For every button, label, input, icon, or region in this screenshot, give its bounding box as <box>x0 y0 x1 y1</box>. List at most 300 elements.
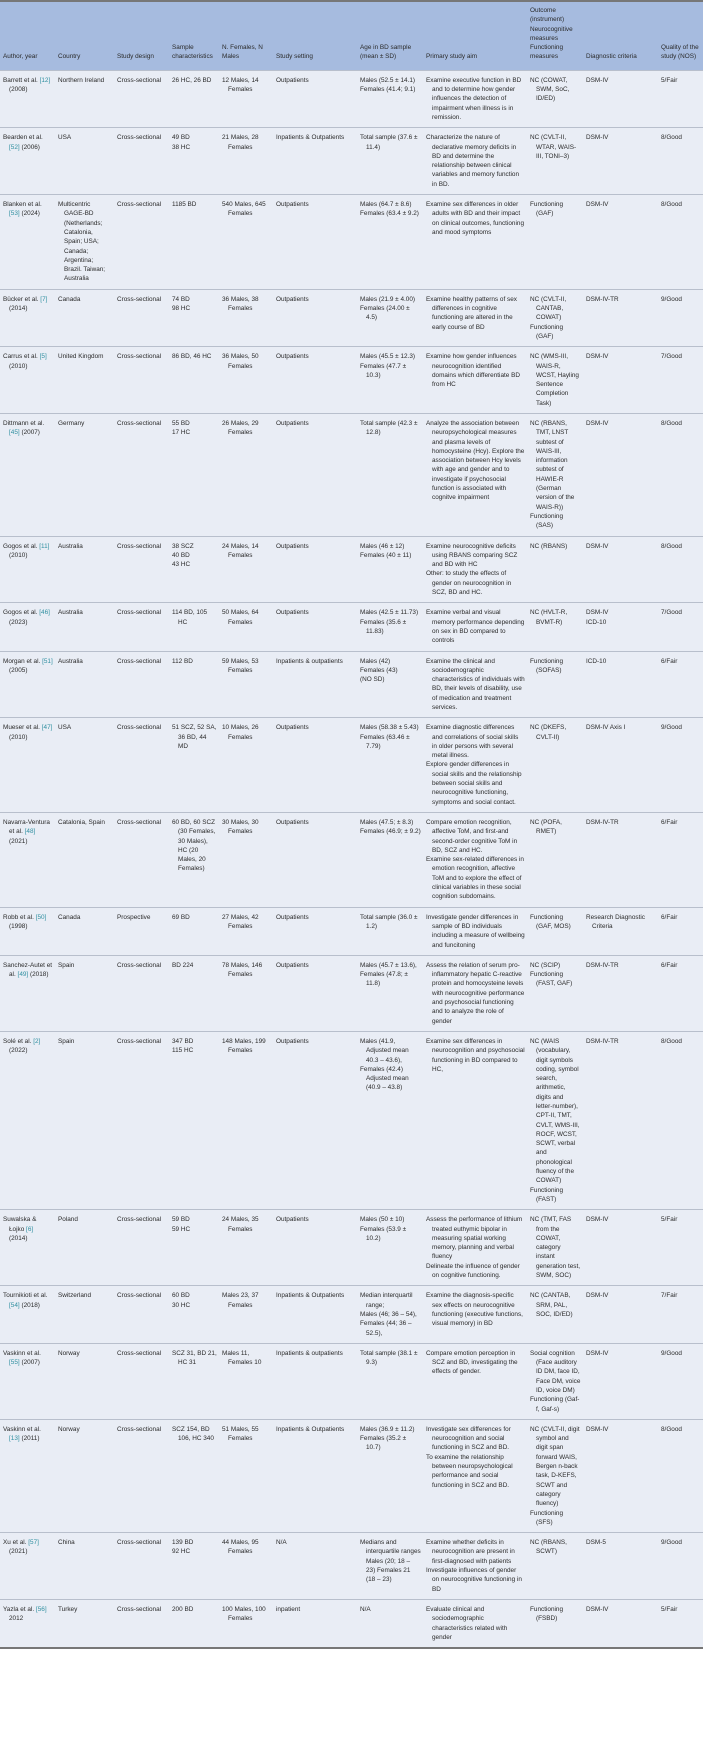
cell-author-year: Tournikioti et al. [54] (2018) <box>0 1286 55 1343</box>
study-setting-text: Outpatients <box>276 201 309 209</box>
cell-author-year: Suwalska & Łojko [6] (2014) <box>0 1210 55 1286</box>
diagnostic-criteria-text: DSM-IV <box>586 76 609 84</box>
sample-characteristics-text: 30 HC <box>172 1301 191 1309</box>
table-row <box>0 812 703 907</box>
sample-characteristics-text: 60 BD, 60 SCZ (30 Females, 30 Males), HC (20 Males, 20 Females) <box>172 818 216 873</box>
cell-primary-aim <box>423 1343 527 1419</box>
diagnostic-criteria-text: DSM-IV <box>586 542 609 550</box>
outcome-text: NC (COWAT, SWM, SoC, ID/ED) <box>530 76 570 103</box>
author: Sanchez-Autet et al. <box>3 961 53 979</box>
age-text: Females (47.7 ± 10.3) <box>360 362 407 379</box>
year: (2008) <box>9 86 28 94</box>
cell-study-design <box>114 413 169 536</box>
sample-characteristics-text: SCZ 154, BD 106, HC 340 <box>172 1425 214 1443</box>
primary-aim-text: Other: to study the effects of gender on neurocognition in SCZ, BD and HC. <box>426 570 512 597</box>
year: (2005) <box>9 666 28 674</box>
reference-link[interactable]: 11 <box>41 542 48 550</box>
quality-text: 7/Good <box>661 609 682 617</box>
cell-author-year: Blanken et al. [53] (2024) <box>0 195 55 290</box>
sample-characteristics-text: BD 224 <box>172 961 194 969</box>
primary-aim-text: Examine how gender influences neurocognition identified domains which differentiate BD from HC <box>426 353 520 389</box>
cell-study-setting <box>273 812 357 907</box>
country-text: Multicentric GAGE-BD (Netherlands; Catalonia, Spain; USA; Canada; Argentina; Brazil. Taiwan; Australia <box>58 201 106 283</box>
primary-aim-text: Evaluate clinical and sociodemographic characteristics related with gender <box>426 1605 508 1641</box>
cell-diagnostic-criteria <box>583 1210 658 1286</box>
cell-n-females-males <box>219 718 273 813</box>
cell-country <box>55 289 114 346</box>
study-design-text: Cross-sectional <box>117 818 162 826</box>
cell-quality <box>658 347 703 414</box>
age-text: Females (63.4 ± 9.2) <box>360 210 419 218</box>
cell-primary-aim <box>423 1419 527 1532</box>
cell-study-setting <box>273 955 357 1031</box>
outcome-text: Functioning (GAF) <box>530 201 564 218</box>
cell-quality <box>658 195 703 290</box>
primary-aim-text: Compare emotion recognition, affective ToM, and first-and second-order cognitive ToM in BD, SCZ and HC. <box>426 818 518 854</box>
reference-link[interactable]: 12 <box>41 76 49 84</box>
table-row <box>0 536 703 603</box>
cell-primary-aim <box>423 1286 527 1343</box>
quality-text: 8/Good <box>661 1037 682 1045</box>
reference-link[interactable]: 54 <box>10 1301 18 1309</box>
age-text: Total sample (42.3 ± 12.8) <box>360 419 418 437</box>
diagnostic-criteria-text: DSM-IV <box>586 1605 609 1613</box>
cell-sample-characteristics <box>169 907 219 955</box>
sample-characteristics-text: 114 BD, 105 HC <box>172 609 208 626</box>
cell-sample-characteristics <box>169 195 219 290</box>
cell-country <box>55 347 114 414</box>
n-females-males-text: 59 Males, 53 Females <box>222 657 259 674</box>
cell-quality <box>658 536 703 603</box>
cell-age <box>357 603 423 651</box>
year: (2023) <box>9 618 28 626</box>
cell-primary-aim <box>423 413 527 536</box>
author: Barrett et al. <box>3 76 38 84</box>
reference-link[interactable]: 51 <box>43 657 51 665</box>
sample-characteristics-text: 69 BD <box>172 913 190 921</box>
diagnostic-criteria-text: ICD-10 <box>586 618 607 626</box>
cell-study-design <box>114 718 169 813</box>
reference-link[interactable]: 5 <box>41 353 45 361</box>
cell-primary-aim <box>423 289 527 346</box>
cell-study-design <box>114 536 169 603</box>
cell-study-design <box>114 1343 169 1419</box>
diagnostic-criteria-text: DSM-IV-TR <box>586 818 619 826</box>
reference-link[interactable]: 56 <box>37 1605 45 1613</box>
author: Carrus et al. <box>3 353 38 361</box>
quality-text: 9/Good <box>661 724 682 732</box>
reference-link[interactable]: 6 <box>27 1225 32 1233</box>
cell-study-setting <box>273 195 357 290</box>
reference-link[interactable]: 55 <box>10 1359 18 1367</box>
country-text: USA <box>58 134 72 142</box>
cell-country <box>55 651 114 718</box>
diagnostic-criteria-text: DSM-IV <box>586 419 609 427</box>
cell-primary-aim <box>423 955 527 1031</box>
cell-study-setting <box>273 603 357 651</box>
cell-primary-aim <box>423 1210 527 1286</box>
cell-n-females-males <box>219 955 273 1031</box>
cell-country <box>55 1343 114 1419</box>
cell-age <box>357 955 423 1031</box>
age-text: (NO SD) <box>360 676 385 684</box>
cell-diagnostic-criteria <box>583 603 658 651</box>
author: Blanken et al. <box>3 201 42 209</box>
outcome-text: NC (RBANS) <box>530 542 568 550</box>
cell-quality <box>658 289 703 346</box>
age-text: N/A <box>360 1605 371 1613</box>
outcome-text: NC (WMS-III, WAIS-R, WCST, Hayling Sentence Completion Task) <box>530 353 579 407</box>
cell-study-setting <box>273 289 357 346</box>
primary-aim-text: Examine diagnostic differences and correlations of social skills in older persons with several metal illness. <box>426 724 519 760</box>
age-text: Males (36.9 ± 11.2) <box>360 1425 415 1433</box>
age-text: Males (42) <box>360 657 391 665</box>
age-text: Males (46; 36 – 54), <box>360 1310 417 1318</box>
cell-diagnostic-criteria <box>583 1533 658 1600</box>
column-header-n-females-males: N. Females, N Males <box>219 1 273 70</box>
year: (2018) <box>21 1301 40 1309</box>
cell-quality <box>658 1210 703 1286</box>
cell-sample-characteristics <box>169 70 219 127</box>
study-design-text: Cross-sectional <box>117 1605 162 1613</box>
cell-quality <box>658 651 703 718</box>
cell-age <box>357 128 423 195</box>
primary-aim-text: To examine the relationship between neuropsychological performance and social functioning in SCZ and BD. <box>426 1453 513 1489</box>
study-setting-text: Inpatients & Outpatients <box>276 1425 345 1433</box>
primary-aim-text: Examine the clinical and sociodemographic characteristics of individuals with BD, their levels of disability, use of medication and treatment services. <box>426 657 525 711</box>
cell-age <box>357 70 423 127</box>
cell-author-year: Dittmann et al. [45] (2007) <box>0 413 55 536</box>
cell-age <box>357 1286 423 1343</box>
quality-text: 5/Fair <box>661 1605 678 1613</box>
author: Yazla et al. <box>3 1605 35 1613</box>
cell-n-females-males <box>219 347 273 414</box>
diagnostic-criteria-text: DSM-IV <box>586 134 609 142</box>
country-text: China <box>58 1539 75 1547</box>
table-row <box>0 907 703 955</box>
cell-diagnostic-criteria <box>583 907 658 955</box>
cell-age <box>357 718 423 813</box>
quality-text: 5/Fair <box>661 1216 678 1224</box>
cell-country <box>55 536 114 603</box>
outcome-text: Functioning (GAF, MOS) <box>530 913 571 930</box>
age-text: Males (50 ± 10) <box>360 1216 405 1224</box>
cell-age <box>357 651 423 718</box>
cell-n-females-males <box>219 907 273 955</box>
cell-author-year: Gogos et al. [46] (2023) <box>0 603 55 651</box>
outcome-text: NC (CVLT-II, WTAR, WAIS-III, TONI–3) <box>530 134 577 160</box>
study-setting-text: N/A <box>276 1539 287 1547</box>
primary-aim-text: Analyze the association between neuropsychological measures and plasma levels of homocysteine (Hcy). Explore the association between Hcy levels with age and gender and to investigate if psychosocial function is associated with cognitve impairment <box>426 419 525 502</box>
reference-link[interactable]: 57 <box>30 1539 38 1547</box>
column-header-diagnostic-criteria: Diagnostic criteria <box>583 1 658 70</box>
table-row <box>0 1343 703 1419</box>
outcome-text: Functioning (GAF) <box>530 323 564 340</box>
cell-outcome <box>527 195 583 290</box>
n-females-males-text: Males 23, 37 Females <box>222 1292 259 1309</box>
cell-primary-aim <box>423 812 527 907</box>
study-setting-text: Outpatients <box>276 1216 309 1224</box>
cell-study-setting <box>273 70 357 127</box>
primary-aim-text: Assess the performance of lithium treated euthymic bipolar in measuring spatial working memory, planning and verbal fluency <box>426 1216 523 1261</box>
primary-aim-text: Examine sex-related differences in emotion recognition, affective ToM and to explore the effect of clinical variables in these social cognition subdomains. <box>426 856 524 901</box>
reference-link[interactable]: 48 <box>26 828 34 836</box>
country-text: Norway <box>58 1349 80 1357</box>
primary-aim-text: Examine sex differences in neurocognition and psychosocial functioning in BD compared to HC, <box>426 1037 525 1073</box>
study-design-text: Cross-sectional <box>117 1349 162 1357</box>
author: Dittmann et al. <box>3 419 45 427</box>
cell-study-design <box>114 907 169 955</box>
cell-diagnostic-criteria <box>583 1599 658 1648</box>
cell-n-females-males <box>219 1419 273 1532</box>
cell-n-females-males <box>219 1031 273 1209</box>
n-females-males-text: 27 Males, 42 Females <box>222 913 259 930</box>
cell-study-setting <box>273 1343 357 1419</box>
author: Gogos et al. <box>3 609 38 617</box>
table-row <box>0 70 703 127</box>
age-text: Males (41.9, Adjusted mean 40.3 – 43.6), <box>360 1037 409 1064</box>
age-text: Males (45.7 ± 13.6), <box>360 961 417 969</box>
cell-primary-aim <box>423 1533 527 1600</box>
reference-link[interactable]: 46 <box>41 609 49 617</box>
sample-characteristics-text: 98 HC <box>172 305 191 313</box>
quality-text: 9/Good <box>661 1539 682 1547</box>
cell-n-females-males <box>219 1533 273 1600</box>
table-row <box>0 413 703 536</box>
quality-text: 5/Fair <box>661 76 678 84</box>
study-setting-text: Outpatients <box>276 724 309 732</box>
study-setting-text: Outpatients <box>276 542 309 550</box>
table-row <box>0 1210 703 1286</box>
author: Suwalska & Łojko <box>3 1216 37 1233</box>
cell-age <box>357 1533 423 1600</box>
cell-sample-characteristics <box>169 1286 219 1343</box>
n-females-males-text: 30 Males, 30 Females <box>222 818 259 836</box>
cell-n-females-males <box>219 812 273 907</box>
table-row <box>0 651 703 718</box>
outcome-text: NC (WAIS (vocabulary, digit symbols coding, symbol search, arithmetic, digits and letter-number), CPT-II, TMT, CVLT, WMS-III, ROCF, WCST, SCWT, verbal and phonological fluency of the COWAT) <box>530 1037 580 1185</box>
cell-sample-characteristics <box>169 812 219 907</box>
cell-n-females-males <box>219 289 273 346</box>
sample-characteristics-text: 51 SCZ, 52 SA, 36 BD, 44 MD <box>172 724 217 750</box>
table-row <box>0 1286 703 1343</box>
primary-aim-text: Examine executive function in BD and to determine how gender influences the detection of impairment when illness is in remission. <box>426 76 522 121</box>
table-row <box>0 718 703 813</box>
n-females-males-text: 51 Males, 55 Females <box>222 1425 259 1443</box>
n-females-males-text: 21 Males, 28 Females <box>222 134 259 151</box>
n-females-males-text: 26 Males, 29 Females <box>222 419 259 437</box>
sample-characteristics-text: 92 HC <box>172 1548 191 1556</box>
cell-study-design <box>114 1419 169 1532</box>
outcome-text: Functioning (Gaf-f, Gaf-s) <box>530 1396 580 1413</box>
cell-study-setting <box>273 1286 357 1343</box>
age-text: Males (52.5 ± 14.1) <box>360 76 416 84</box>
column-header-quality: Quality of the study (NOS) <box>658 1 703 70</box>
cell-author-year: Xu et al. [57] (2021) <box>0 1533 55 1600</box>
cell-country <box>55 128 114 195</box>
sample-characteristics-text: 38 SCZ <box>172 542 194 550</box>
cell-quality <box>658 1343 703 1419</box>
country-text: Poland <box>58 1216 78 1224</box>
study-setting-text: Outpatients <box>276 913 309 921</box>
cell-age <box>357 1343 423 1419</box>
age-text: Females (24.00 ± 4.5) <box>360 305 410 322</box>
cell-sample-characteristics <box>169 718 219 813</box>
reference-link[interactable]: 2 <box>34 1037 39 1045</box>
quality-text: 9/Good <box>661 1349 682 1357</box>
cell-primary-aim <box>423 70 527 127</box>
primary-aim-text: Examine sex differences in older adults with BD and their impact on clinical outcomes, functioning and mood symptoms <box>426 201 525 236</box>
cell-study-setting <box>273 1599 357 1648</box>
quality-text: 7/Good <box>661 353 682 361</box>
year: (2021) <box>9 1548 28 1556</box>
cell-author-year: Barrett et al. [12] (2008) <box>0 70 55 127</box>
cell-sample-characteristics <box>169 536 219 603</box>
cell-quality <box>658 603 703 651</box>
primary-aim-text: Compare emotion perception in SCZ and BD, investigating the effects of gender. <box>426 1349 518 1376</box>
diagnostic-criteria-text: DSM-IV <box>586 353 609 361</box>
cell-outcome <box>527 347 583 414</box>
study-design-text: Cross-sectional <box>117 419 162 427</box>
quality-text: 6/Fair <box>661 818 678 826</box>
cell-quality <box>658 1533 703 1600</box>
age-text: Females (35.2 ± 10.7) <box>360 1435 407 1452</box>
country-text: Australia <box>58 542 83 550</box>
outcome-text: NC (RBANS, TMT, LNST subtest of WAIS-III, information subtest of HAWIE-R (German version of the WAIS-R)) <box>530 419 575 511</box>
reference-link[interactable]: 52 <box>10 143 18 151</box>
cell-study-design <box>114 289 169 346</box>
cell-study-design <box>114 651 169 718</box>
outcome-text: Functioning (SFS) <box>530 1509 564 1526</box>
sample-characteristics-text: 40 BD <box>172 551 190 559</box>
cell-quality <box>658 907 703 955</box>
cell-n-females-males <box>219 128 273 195</box>
cell-study-design <box>114 347 169 414</box>
year: (2021) <box>9 837 28 845</box>
age-text: Medians and interquartile ranges Males (20; 18 – 23) Females 21 (18 – 23) <box>360 1539 421 1584</box>
outcome-text: NC (CVLT-II, digit symbol and digit span forward WAIS, Bergen n-back task, D-KEFS, SCWT and category fluency) <box>530 1425 580 1508</box>
table-row <box>0 1533 703 1600</box>
quality-text: 8/Good <box>661 134 682 142</box>
quality-text: 6/Fair <box>661 913 678 921</box>
cell-quality <box>658 955 703 1031</box>
cell-primary-aim <box>423 1599 527 1648</box>
primary-aim-text: Examine neurocognitive deficits using RBANS comparing SCZ and BD with HC <box>426 542 518 569</box>
age-text: Males (64.7 ± 8.6) <box>360 201 412 209</box>
diagnostic-criteria-text: DSM-IV <box>586 1216 609 1224</box>
cell-country <box>55 70 114 127</box>
country-text: USA <box>58 724 72 732</box>
cell-author-year: Gogos et al. [11] (2010) <box>0 536 55 603</box>
cell-n-females-males <box>219 70 273 127</box>
age-text: Males (47.5; ± 8.3) <box>360 818 414 826</box>
cell-quality <box>658 1031 703 1209</box>
cell-primary-aim <box>423 536 527 603</box>
quality-text: 8/Good <box>661 201 682 209</box>
cell-n-females-males <box>219 1599 273 1648</box>
country-text: Germany <box>58 419 85 427</box>
cell-diagnostic-criteria <box>583 1343 658 1419</box>
cell-age <box>357 907 423 955</box>
reference-link[interactable]: 53 <box>10 210 18 218</box>
outcome-text: Functioning (FSBD) <box>530 1605 564 1623</box>
sample-characteristics-text: 112 BD <box>172 657 193 665</box>
diagnostic-criteria-text: DSM-IV Axis I <box>586 724 626 732</box>
quality-text: 8/Good <box>661 1425 682 1433</box>
cell-n-females-males <box>219 1210 273 1286</box>
diagnostic-criteria-text: Research Diagnostic Criteria <box>586 913 645 930</box>
cell-country <box>55 413 114 536</box>
study-setting-text: Inpatients & Outpatients <box>276 1292 345 1300</box>
year: (2022) <box>9 1047 28 1055</box>
study-design-text: Cross-sectional <box>117 1425 162 1433</box>
outcome-text: NC (DKEFS, CVLT-II) <box>530 724 567 741</box>
diagnostic-criteria-text: DSM-IV <box>586 609 609 617</box>
outcome-text: NC (RBANS, SCWT) <box>530 1539 567 1556</box>
study-setting-text: Inpatients & outpatients <box>276 1349 343 1357</box>
reference-link[interactable]: 47 <box>43 724 51 732</box>
reference-link[interactable]: 50 <box>37 913 45 921</box>
reference-link[interactable]: 7 <box>42 295 46 303</box>
cell-diagnostic-criteria <box>583 955 658 1031</box>
reference-link[interactable]: 49 <box>19 971 27 979</box>
author: Xu et al. <box>3 1539 27 1547</box>
reference-link[interactable]: 13 <box>10 1435 18 1443</box>
age-text: Females (35.6 ± 11.83) <box>360 618 407 635</box>
cell-primary-aim <box>423 347 527 414</box>
n-females-males-text: 78 Males, 146 Females <box>222 961 263 979</box>
year: (2010) <box>9 733 28 741</box>
cell-primary-aim <box>423 603 527 651</box>
cell-n-females-males <box>219 1286 273 1343</box>
diagnostic-criteria-text: DSM-5 <box>586 1539 606 1547</box>
cell-country <box>55 907 114 955</box>
reference-link[interactable]: 45 <box>10 429 18 437</box>
column-header-country: Country <box>55 1 114 70</box>
age-text: Total sample (38.1 ± 9.3) <box>360 1349 418 1367</box>
cell-diagnostic-criteria <box>583 413 658 536</box>
cell-primary-aim <box>423 128 527 195</box>
cell-outcome <box>527 812 583 907</box>
primary-aim-text: Examine healthy patterns of sex differences in cognitive functioning are altered in the early course of BD <box>426 295 517 331</box>
cell-quality <box>658 128 703 195</box>
author: Gogos et al. <box>3 542 38 550</box>
cell-quality <box>658 413 703 536</box>
cell-diagnostic-criteria <box>583 70 658 127</box>
n-females-males-text: 540 Males, 645 Females <box>222 201 266 218</box>
cell-study-design <box>114 603 169 651</box>
cell-author-year: Vaskinn et al. [13] (2011) <box>0 1419 55 1532</box>
cell-sample-characteristics <box>169 651 219 718</box>
cell-country <box>55 955 114 1031</box>
study-design-text: Cross-sectional <box>117 657 162 665</box>
n-females-males-text: 36 Males, 38 Females <box>222 295 259 313</box>
outcome-text: Functioning (SAS) <box>530 512 564 530</box>
cell-country <box>55 1286 114 1343</box>
cell-n-females-males <box>219 413 273 536</box>
cell-diagnostic-criteria <box>583 651 658 718</box>
country-text: Canada <box>58 295 81 303</box>
cell-country <box>55 195 114 290</box>
column-header-primary-aim: Primary study aim <box>423 1 527 70</box>
sample-characteristics-text: 86 BD, 46 HC <box>172 353 212 361</box>
country-text: Northern Ireland <box>58 76 105 84</box>
sample-characteristics-text: 74 BD <box>172 295 190 303</box>
cell-outcome <box>527 1343 583 1419</box>
cell-country <box>55 1533 114 1600</box>
primary-aim-text: Investigate influences of gender on neurocognitive functioning in BD <box>426 1567 522 1593</box>
column-header-outcome: Outcome (instrument) Neurocognitive measures Functioning measures <box>527 1 583 70</box>
